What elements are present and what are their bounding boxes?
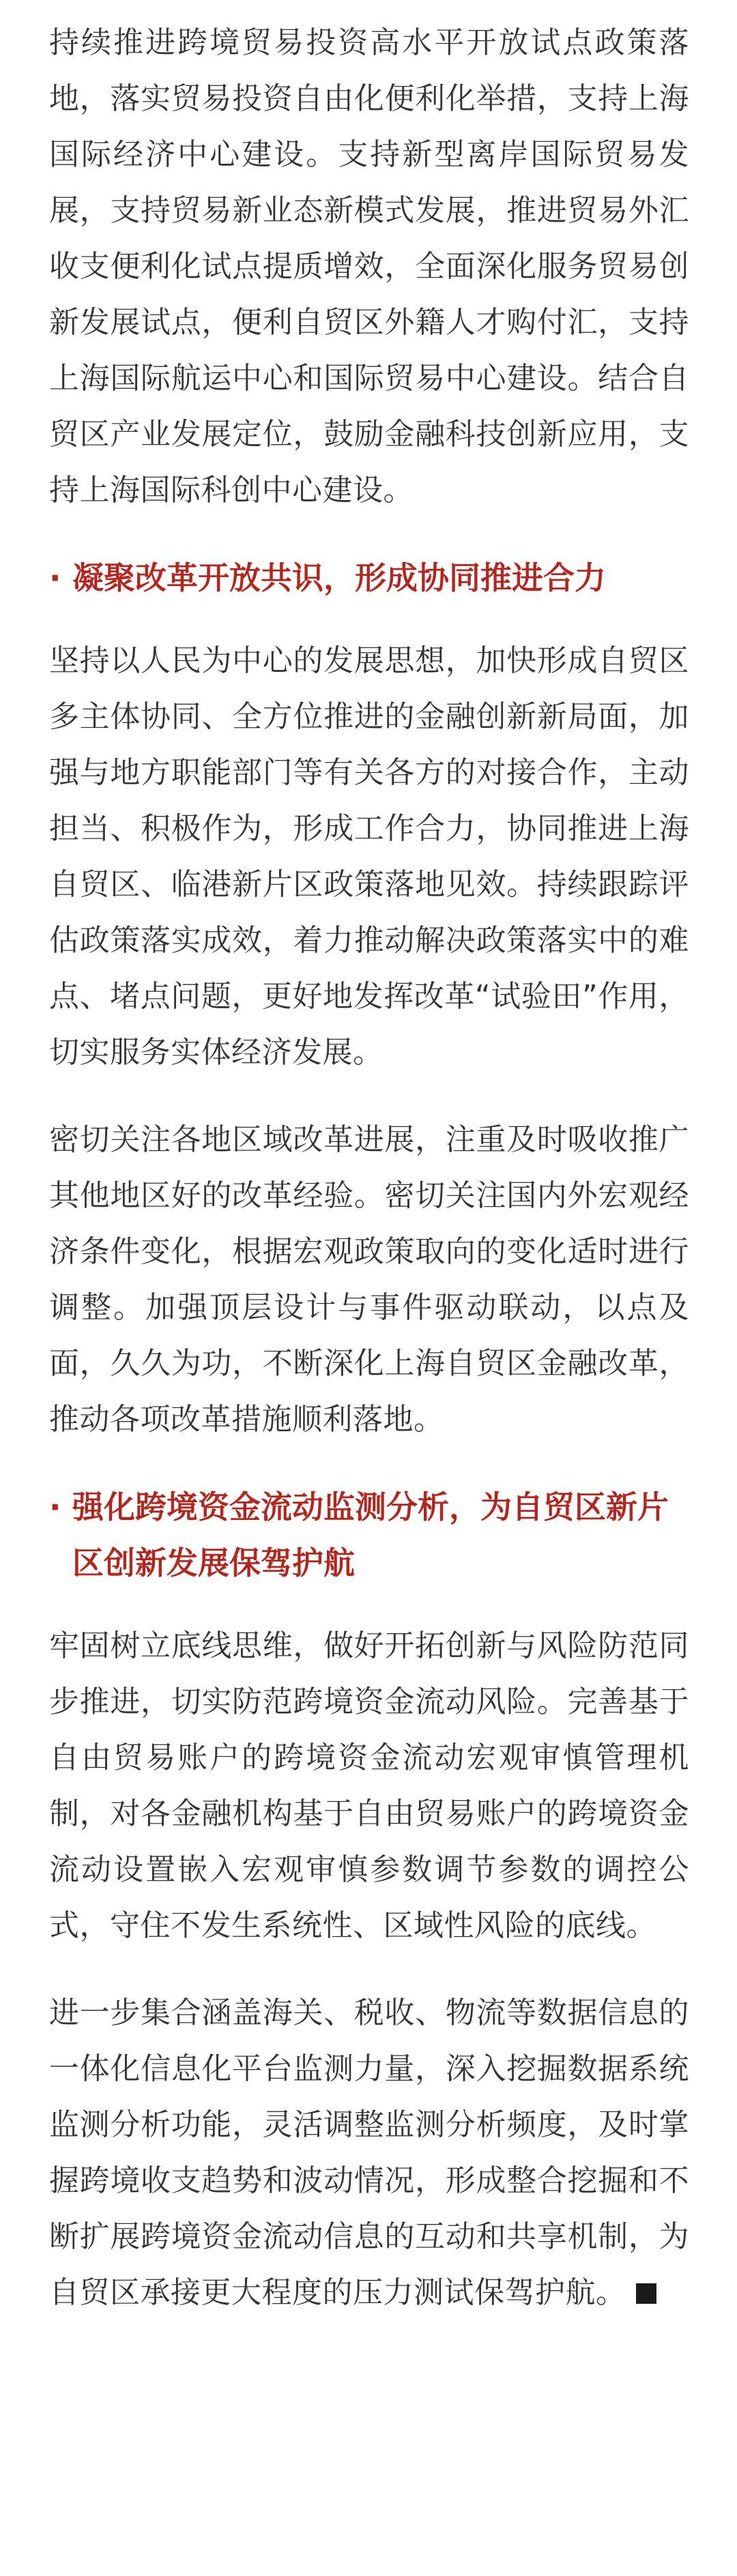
paragraph-text: 进一步集合涵盖海关、税收、物流等数据信息的一体化信息化平台监测力量，深入挖掘数据系统监测分析功能，灵活调整监测分析频度，及时掌握跨境收支趋势和波动情况，形成整合挖掘和不断扩展跨境资金流动信息的互动和共享机制，为自贸区承接更大程度的压力测试保驾护航。	[49, 1995, 689, 2310]
paragraph-regional-reform	[49, 1112, 689, 1448]
bullet-dot: ·	[49, 559, 61, 596]
paragraph-text: 坚持以人民为中心的发展思想，加快形成自贸区多主体协同、全方位推进的金融创新新局面，加强与地方职能部门等有关各方的对接合作，主动担当、积极作为，形成工作合力，协同推进上海自贸区、临港新片区政策落地见效。持续跟踪评估政策落实成效，着力推动解决政策落实中的难点、堵点问题，更好地发挥改革“试验田”作用，切实服务实体经济发展。	[49, 643, 689, 1070]
paragraph-trade-investment	[49, 15, 689, 518]
paragraph-bottom-line-risk	[49, 1618, 689, 1954]
paragraph-data-platform	[49, 1985, 689, 2321]
spacer	[49, 1081, 689, 1112]
heading-text: 凝聚改革开放共识，形成协同推进合力	[72, 559, 606, 596]
spacer	[49, 1591, 689, 1618]
heading-text: 强化跨境资金流动监测分析，为自贸区新片区创新发展保驾护航	[72, 1489, 669, 1581]
section-heading-capital-flow-monitoring	[49, 1479, 689, 1591]
paragraph-text: 持续推进跨境贸易投资高水平开放试点政策落地，落实贸易投资自由化便利化举措，支持上海国际经济中心建设。支持新型离岸国际贸易发展，支持贸易新业态新模式发展，推进贸易外汇收支便利化试点提质增效，全面深化服务贸易创新发展试点，便利自贸区外籍人才购付汇，支持上海国际航运中心和国际贸易中心建设。结合自贸区产业发展定位，鼓励金融科技创新应用，支持上海国际科创中心建设。	[49, 25, 689, 508]
spacer	[49, 606, 689, 633]
spacer	[49, 1954, 689, 1985]
paragraph-text: 牢固树立底线思维，做好开拓创新与风险防范同步推进，切实防范跨境资金流动风险。完善基于自由贸易账户的跨境资金流动宏观审慎管理机制，对各金融机构基于自由贸易账户的跨境资金流动设置嵌入宏观审慎参数调节参数的调控公式，守住不发生系统性、区域性风险的底线。	[49, 1628, 689, 1943]
spacer	[49, 518, 689, 550]
paragraph-text: 密切关注各地区域改革进展，注重及时吸收推广其他地区好的改革经验。密切关注国内外宏观经济条件变化，根据宏观政策取向的变化适时进行调整。加强顶层设计与事件驱动联动，以点及面，久久为功，不断深化上海自贸区金融改革，推动各项改革措施顺利落地。	[49, 1122, 689, 1437]
spacer	[49, 1448, 689, 1479]
section-heading-reform-consensus	[49, 550, 689, 606]
bullet-dot: ·	[49, 1489, 61, 1525]
black-square-end-mark-icon	[636, 2283, 656, 2304]
paragraph-people-centered	[49, 633, 689, 1081]
